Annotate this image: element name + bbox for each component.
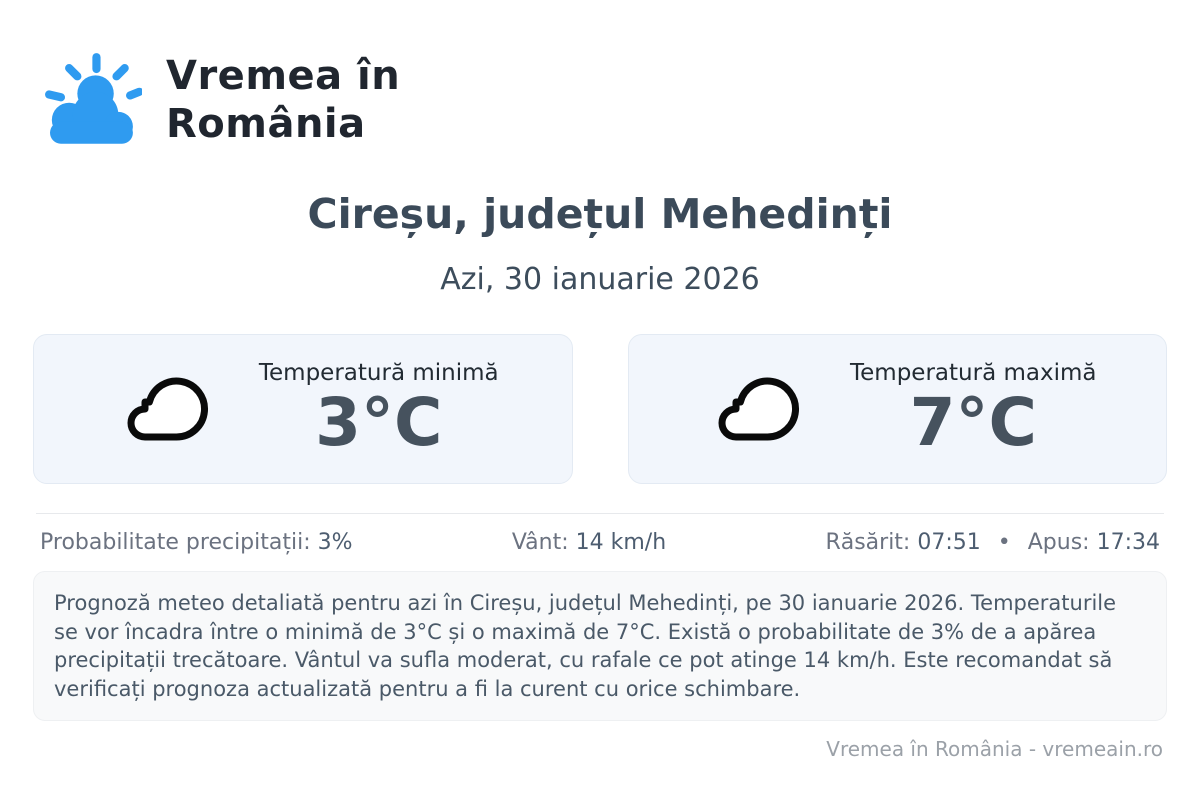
precipitation-stat <box>40 530 353 555</box>
footer-credit: Vremea în România - vremeain.ro <box>826 737 1163 761</box>
stats-row <box>40 514 1160 569</box>
temperature-cards <box>33 334 1167 484</box>
bullet-separator: • <box>997 530 1011 555</box>
brand-name-line1: Vremea în <box>166 53 401 99</box>
forecast-panel <box>33 571 1167 721</box>
sunrise-value: 07:51 <box>917 530 981 555</box>
precipitation-label: Probabilitate precipitații: <box>40 530 311 555</box>
cloud-icon <box>107 367 225 451</box>
max-temperature-label: Temperatură maximă <box>850 360 1097 387</box>
max-temperature-card <box>628 334 1168 484</box>
sun-times-stat <box>825 530 1160 555</box>
cloud-icon <box>698 367 816 451</box>
date-subtitle: Azi, 30 ianuarie 2026 <box>440 262 760 297</box>
min-temperature-value: 3°C <box>315 384 443 462</box>
sunset-value: 17:34 <box>1096 530 1160 555</box>
brand-header <box>40 50 1200 150</box>
min-temperature-card <box>33 334 573 484</box>
precipitation-value: 3% <box>317 530 353 555</box>
wind-value: 14 km/h <box>575 530 667 555</box>
brand-name-line2: România <box>166 101 366 147</box>
brand-name <box>166 52 400 148</box>
sunrise-label: Răsărit: <box>825 530 911 555</box>
sunset-label: Apus: <box>1027 530 1090 555</box>
wind-stat <box>512 530 666 555</box>
sun-cloud-icon <box>40 50 142 150</box>
min-temperature-label: Temperatură minimă <box>258 360 499 387</box>
forecast-text: Prognoză meteo detaliată pentru azi în Cireșu, județul Mehedinți, pe 30 ianuarie 2026. Temperaturile se vor încadra între o minimă de 3°C și o maximă de 7°C. Există o probabilitate de 3% de a apărea precipitații trecătoare. Vântul va sufla moderat, cu rafale ce pot atinge 14 km/h. Este recomandat să verificați prognoza actualizată pentru a fi la curent cu orice schimbare. <box>54 591 1117 701</box>
page-title: Cireșu, județul Mehedinți <box>307 190 893 238</box>
wind-label: Vânt: <box>511 530 569 555</box>
max-temperature-value: 7°C <box>909 384 1037 462</box>
